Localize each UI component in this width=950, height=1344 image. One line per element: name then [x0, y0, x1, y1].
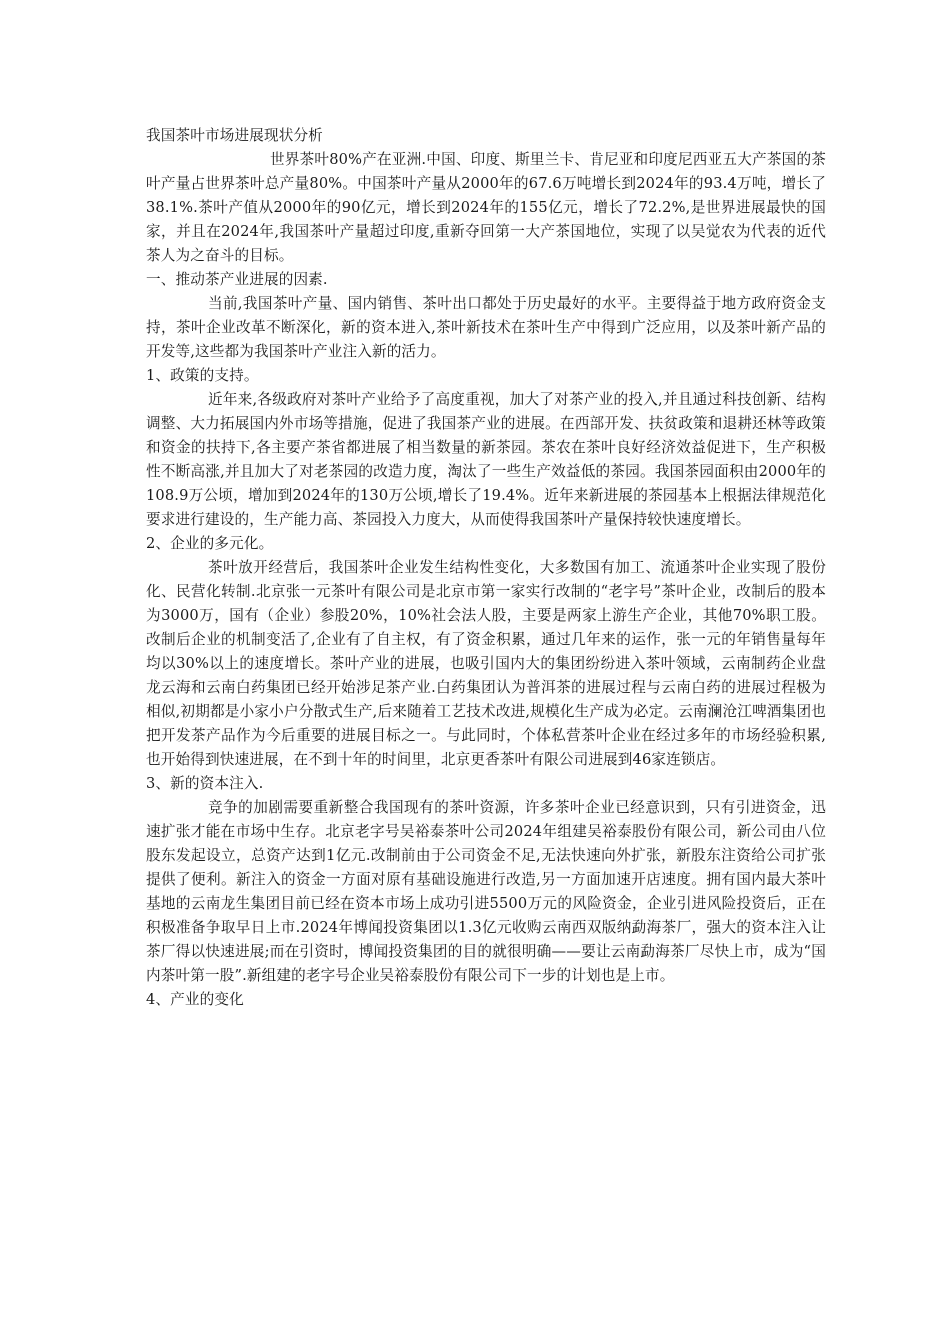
paragraph-policy-support: 近年来,各级政府对茶叶产业给予了高度重视，加大了对茶产业的投入,并且通过科技创新、结构调整、大力拓展国内外市场等措施，促进了我国茶产业的进展。在西部开发、扶贫政策和退耕还林等政策和资金的扶持下,各主要产茶省都进展了相当数量的新茶园。茶农在茶叶良好经济效益促进下，生产积极性不断高涨,并且加大了对老茶园的改造力度，淘汰了一些生产效益低的茶园。我国茶园面积由2000年的108.9万公顷，增加到2024年的130万公顷,增长了19.4%。近年来新进展的茶园基本上根据法律规范化要求进行建设的，生产能力高、茶园投入力度大，从而使得我国茶叶产量保持较快速度增长。 — [146, 391, 826, 528]
subheading-industry-change: 4、产业的变化 — [146, 991, 244, 1008]
paragraph-capital-injection: 竞争的加剧需要重新整合我国现有的茶叶资源，许多茶叶企业已经意识到，只有引进资金，迅速扩张才能在市场中生存。北京老字号吴裕泰茶叶公司2024年组建吴裕泰股份有限公司，新公司由八位股东发起设立，总资产达到1亿元.改制前由于公司资金不足,无法快速向外扩张，新股东注资给公司扩张提供了便利。新注入的资金一方面对原有基础设施进行改造,另一方面加速开店速度。拥有国内最大茶叶基地的云南龙生集团目前已经在资本市场上成功引进5500万元的风险资金，企业引进风险投资后，正在积极准备争取早日上市.2024年博闻投资集团以1.3亿元收购云南西双版纳勐海茶厂，强大的资本注入让茶厂得以快速进展;而在引资时，博闻投资集团的目的就很明确——要让云南勐海茶厂尽快上市，成为“国内茶叶第一股”.新组建的老字号企业吴裕泰股份有限公司下一步的计划也是上市。 — [146, 799, 826, 984]
document-title: 我国茶叶市场进展现状分析 — [146, 127, 323, 144]
subheading-enterprise-diversification: 2、企业的多元化。 — [146, 535, 274, 552]
paragraph-enterprise-diversification: 茶叶放开经营后，我国茶叶企业发生结构性变化，大多数国有加工、流通茶叶企业实现了股份化、民营化转制.北京张一元茶叶有限公司是北京市第一家实行改制的“老字号”茶叶企业，改制后的股本为3000万，国有（企业）参股20%，10%社会法人股，主要是两家上游生产企业，其他70%职工股。改制后企业的机制变活了,企业有了自主权，有了资金积累，通过几年来的运作，张一元的年销售量每年均以30%以上的速度增长。茶叶产业的进展，也吸引国内大的集团纷纷进入茶叶领域，云南制药企业盘龙云海和云南白药集团已经开始涉足茶产业.白药集团认为普洱茶的进展过程与云南白药的进展过程极为相似,初期都是小家小户分散式生产,后来随着工艺技术改进,规模化生产成为必定。云南澜沧江啤酒集团也把开发茶产品作为今后重要的进展目标之一。与此同时，个体私营茶叶企业在经过多年的市场经验积累,也开始得到快速进展，在不到十年的时间里，北京更香茶叶有限公司进展到46家连锁店。 — [146, 559, 826, 768]
subheading-capital-injection: 3、新的资本注入. — [146, 775, 264, 792]
section-heading-factors: 一、推动茶产业进展的因素. — [146, 271, 328, 288]
intro-paragraph: 世界茶叶80%产在亚洲.中国、印度、斯里兰卡、肯尼亚和印度尼西亚五大产茶国的茶叶产量占世界茶叶总产量80%。中国茶叶产量从2000年的67.6万吨增长到2024年的93.4万吨，增长了38.1%.茶叶产值从2000年的90亿元，增长到2024年的155亿元，增长了72.2%,是世界进展最快的国家，并且在2024年,我国茶叶产量超过印度,重新夺回第一大产茶国地位，实现了以吴觉农为代表的近代茶人为之奋斗的目标。 — [146, 151, 826, 264]
subheading-policy-support: 1、政策的支持。 — [146, 367, 259, 384]
document-body — [146, 124, 826, 1012]
section-paragraph-factors: 当前,我国茶叶产量、国内销售、茶叶出口都处于历史最好的水平。主要得益于地方政府资金支持，茶叶企业改革不断深化，新的资本进入,茶叶新技术在茶叶生产中得到广泛应用，以及茶叶新产品的开发等,这些都为我国茶叶产业注入新的活力。 — [146, 295, 826, 360]
